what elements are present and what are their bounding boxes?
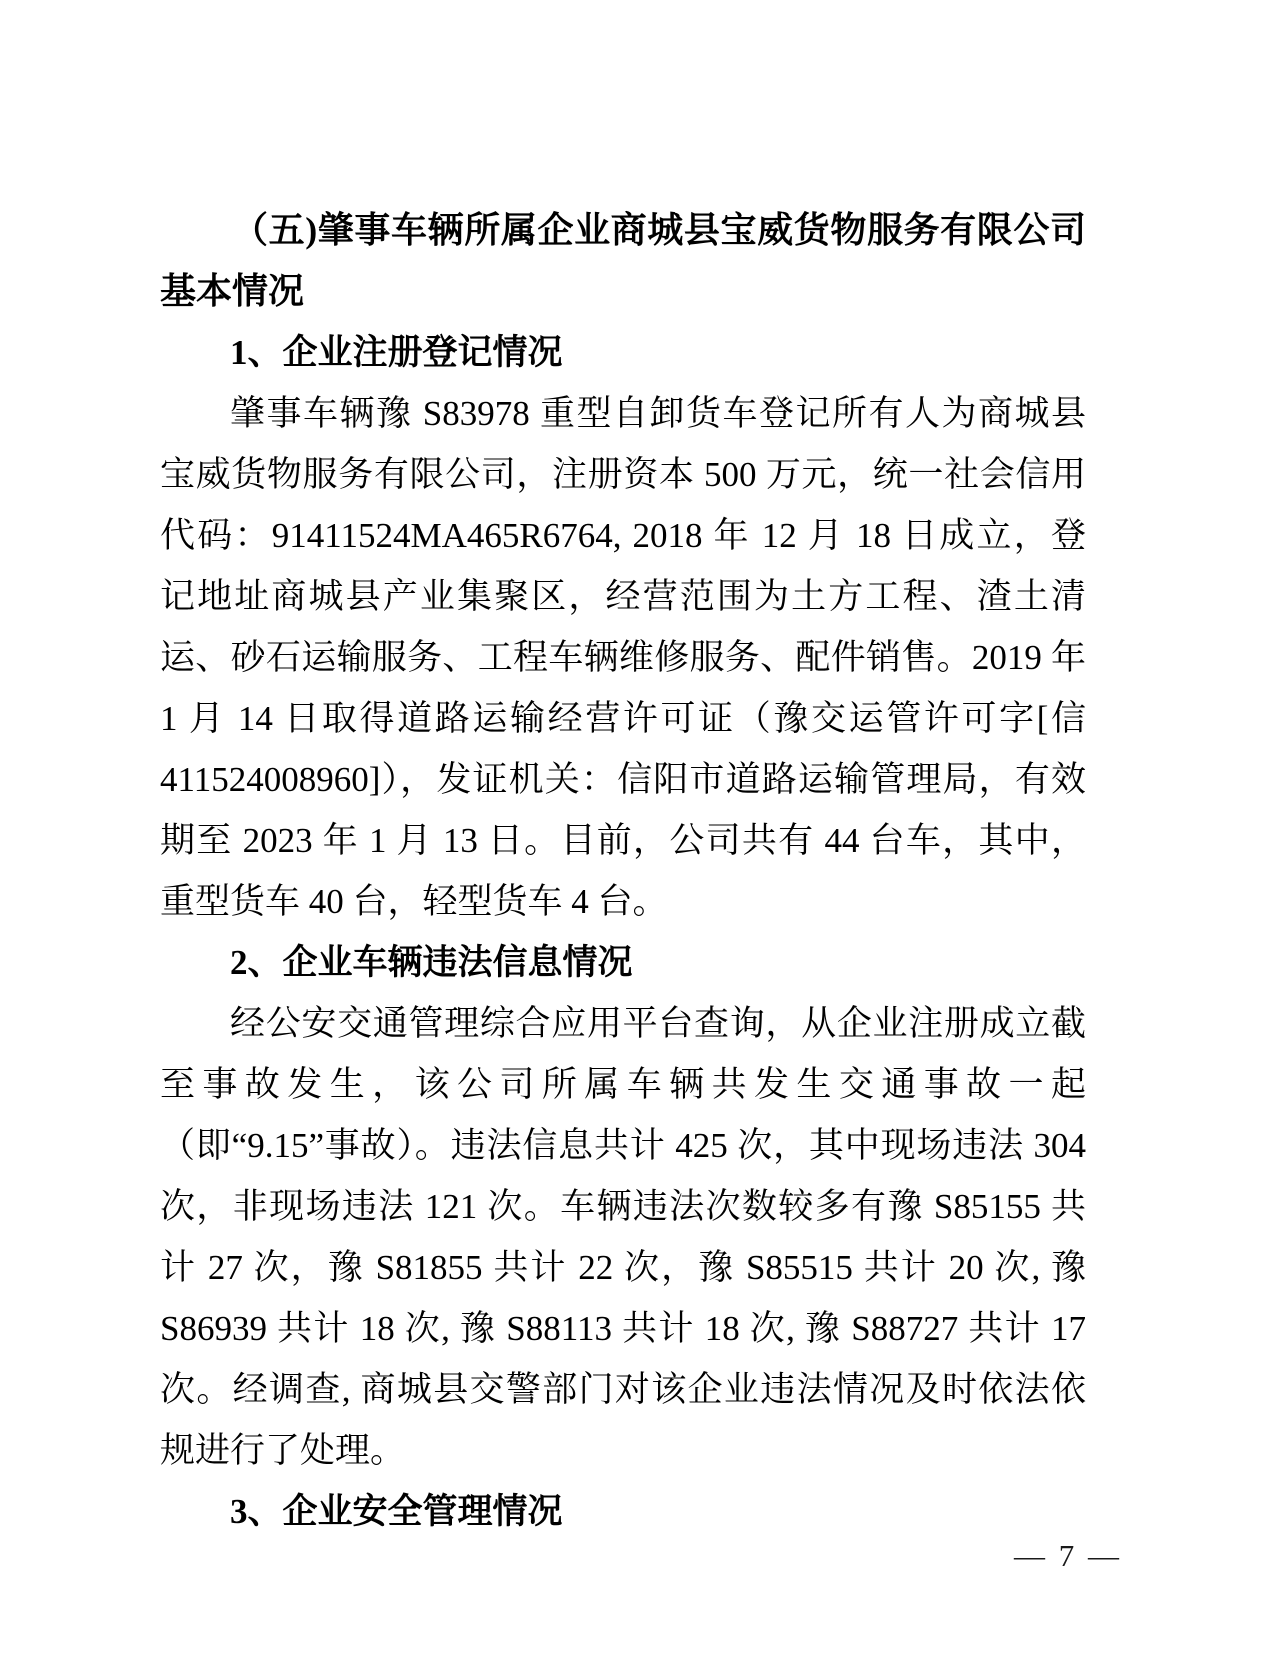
- paragraph-registration: 肇事车辆豫 S83978 重型自卸货车登记所有人为商城县宝威货物服务有限公司，注册资本 500 万元，统一社会信用代码：91411524MA465R6764, 2018 年 12 月 18 日成立，登记地址商城县产业集聚区，经营范围为土方工程、渣土清运、砂石运输服务、工程车辆维修服务、配件销售。2019 年 1 月 14 日取得道路运输经营许可证（豫交运管许可字[信 411524008960]），发证机关：信阳市道路运输管理局，有效期至 2023 年 1 月 13 日。目前，公司共有 44 台车，其中，重型货车 40 台，轻型货车 4 台。: [160, 394, 1086, 921]
- paragraph-violations: 经公安交通管理综合应用平台查询，从企业注册成立截至事故发生，该公司所属车辆共发生交通事故一起（即“9.15”事故）。违法信息共计 425 次，其中现场违法 304 次，非现场违法 121 次。车辆违法次数较多有豫 S85155 共计 27 次，豫 S81855 共计 22 次，豫 S85515 共计 20 次, 豫 S86939 共计 18 次, 豫 S88113 共计 18 次, 豫 S88727 共计 17 次。经调查, 商城县交警部门对该企业违法情况及时依法依规进行了处理。: [160, 1004, 1086, 1470]
- document-content: [160, 200, 1086, 1542]
- subsection-heading-registration: 1、企业注册登记情况: [230, 333, 563, 372]
- subsection-heading-violations: 2、企业车辆违法信息情况: [230, 943, 633, 982]
- section-heading: [160, 200, 1086, 322]
- section-heading-text: （五)肇事车辆所属企业商城县宝威货物服务有限公司基本情况: [160, 210, 1086, 311]
- subsection-heading-safety-management: 3、企业安全管理情况: [230, 1492, 563, 1531]
- page-number: — 7 —: [1014, 1538, 1122, 1573]
